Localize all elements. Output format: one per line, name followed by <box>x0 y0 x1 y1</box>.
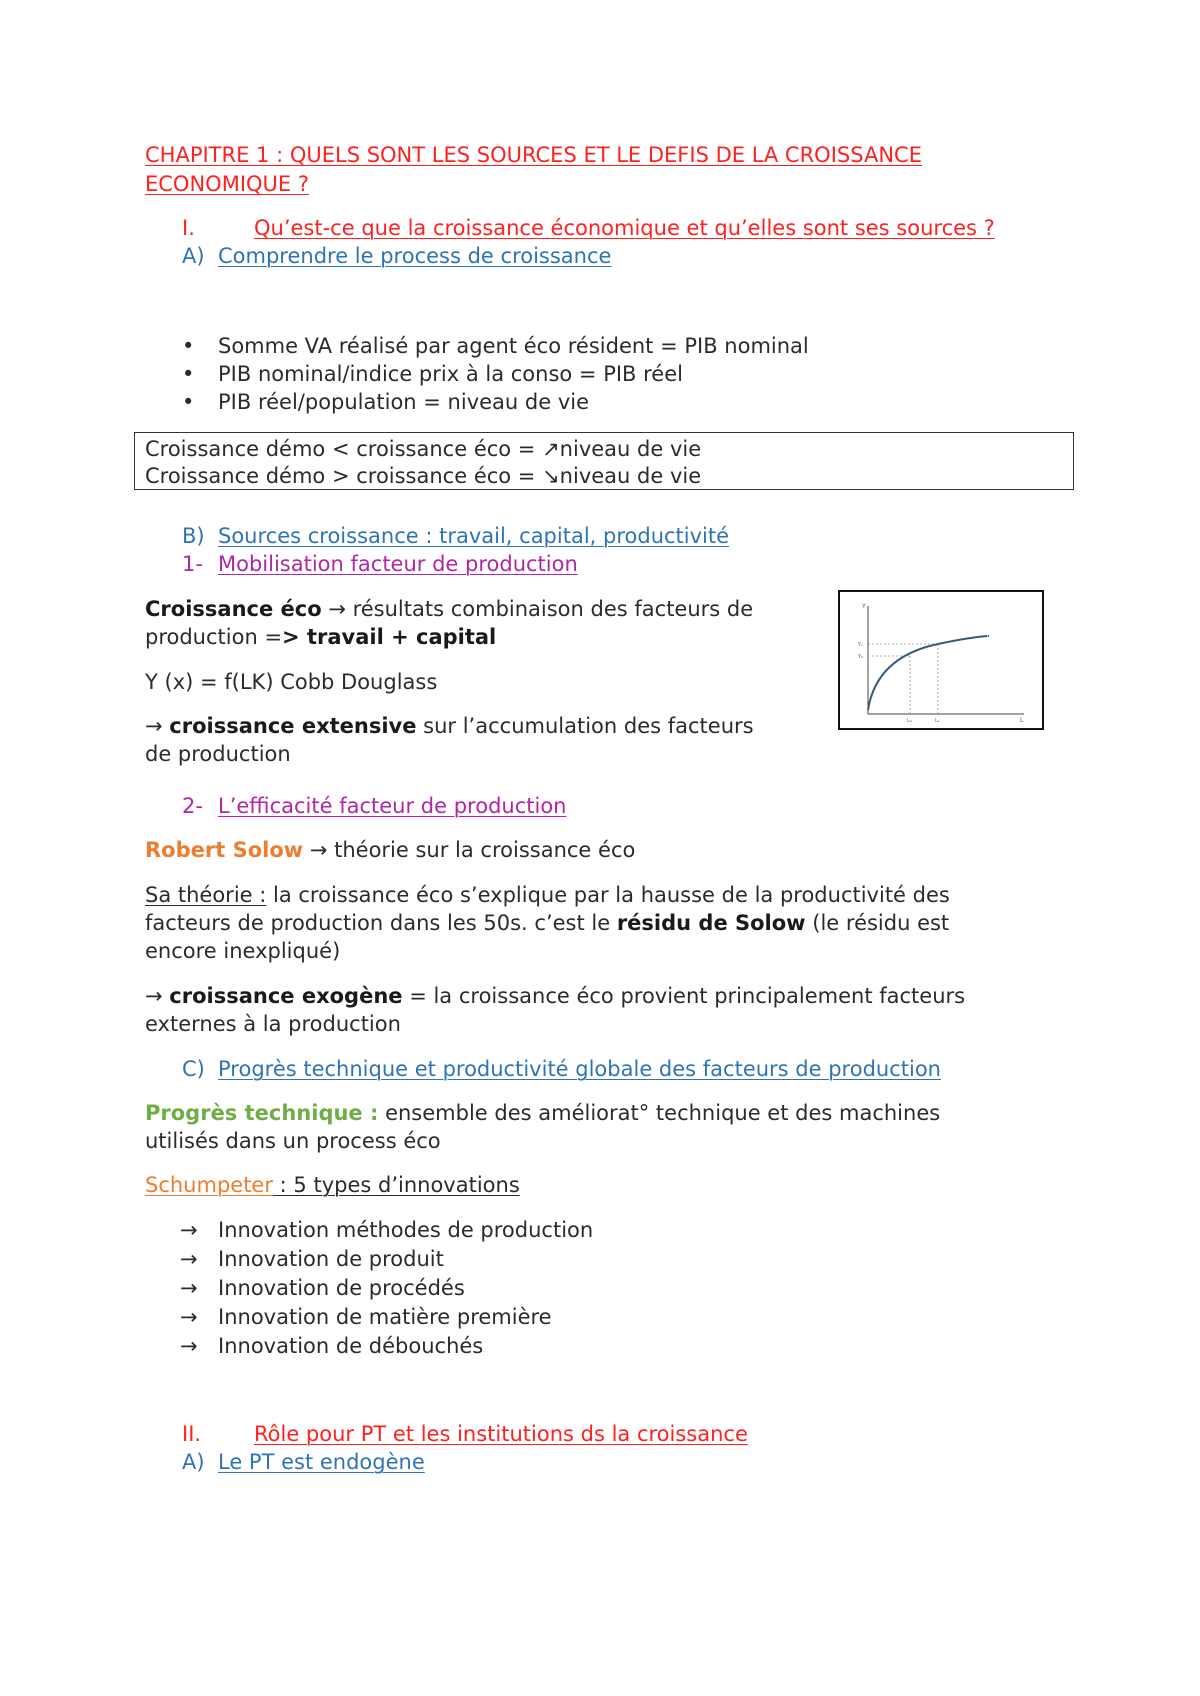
text: facteurs de production dans les 50s. c’est le <box>145 911 617 935</box>
text: : 5 types d’innovations <box>273 1173 520 1197</box>
section-2-number: II. <box>182 1422 202 1446</box>
section-2-subsection-a-heading: Le PT est endogène <box>218 1450 425 1474</box>
list-item: Innovation méthodes de production <box>218 1218 594 1242</box>
arrow-glyph: → <box>145 714 170 738</box>
text: = la croissance éco provient principalement facteurs <box>402 984 966 1008</box>
paragraph-extensive-line2: de production <box>145 742 291 766</box>
bullet-glyph: • <box>182 334 195 358</box>
subsection-1-number: 1- <box>182 552 203 576</box>
subsection-c-heading: Progrès technique et productivité globale des facteurs de production <box>218 1057 941 1081</box>
arrow-glyph: → <box>180 1276 198 1300</box>
list-item: Innovation de débouchés <box>218 1334 484 1358</box>
arrow-glyph: → <box>145 984 170 1008</box>
arrow-glyph: → <box>180 1218 198 1242</box>
subsection-2-number: 2- <box>182 794 203 818</box>
subsection-a-heading: Comprendre le process de croissance <box>218 244 612 268</box>
list-item: Innovation de procédés <box>218 1276 465 1300</box>
x-axis-label: L <box>1020 717 1024 724</box>
list-item: Innovation de matière première <box>218 1305 552 1329</box>
growth-comparison-box <box>134 432 1074 490</box>
paragraph-growth-line1 <box>145 597 753 621</box>
box-line: Croissance démo > croissance éco = ↘niveau de vie <box>145 464 702 488</box>
theory-label: Sa théorie : <box>145 883 267 907</box>
cobb-douglas-formula: Y (x) = f(LK) Cobb Douglass <box>145 670 438 694</box>
subsection-a-number: A) <box>182 244 205 268</box>
y-tick-label: Y₀ <box>858 654 864 660</box>
theory-line1 <box>145 883 950 907</box>
paragraph-growth-line2 <box>145 625 496 649</box>
chapter-title-line2: ECONOMIQUE ? <box>145 172 310 196</box>
exogenous-line2: externes à la production <box>145 1012 401 1036</box>
section-1-number: I. <box>182 216 195 240</box>
subsection-2-heading: L’efficacité facteur de production <box>218 794 567 818</box>
subsection-b-number: B) <box>182 524 205 548</box>
arrow-glyph: → <box>180 1334 198 1358</box>
text: → résultats combinaison des facteurs de <box>321 597 754 621</box>
bold-term: croissance extensive <box>169 714 417 738</box>
bold-term: croissance exogène <box>169 984 403 1008</box>
schumpeter-name: Schumpeter <box>145 1173 273 1197</box>
bold-term: Croissance éco <box>145 597 322 621</box>
chapter-title-line1: CHAPITRE 1 : QUELS SONT LES SOURCES ET LE DEFIS DE LA CROISSANCE <box>145 143 922 167</box>
text: la croissance éco s’explique par la hausse de la productivité des <box>266 883 950 907</box>
y-tick-label: Y₁ <box>858 642 864 648</box>
section-2-subsection-a-number: A) <box>182 1450 205 1474</box>
x-tick-label: L₀ <box>907 718 912 724</box>
progress-definition-line2: utilisés dans un process éco <box>145 1129 441 1153</box>
subsection-b-heading: Sources croissance : travail, capital, productivité <box>218 524 730 548</box>
section-1-heading: Qu’est-ce que la croissance économique et qu’elles sont ses sources ? <box>254 216 995 240</box>
theory-line2 <box>145 911 949 935</box>
production-curve <box>868 636 988 710</box>
text: ensemble des améliorat° technique et des machines <box>378 1101 941 1125</box>
text: production = <box>145 625 283 649</box>
text: → théorie sur la croissance éco <box>303 838 636 862</box>
box-line: Croissance démo < croissance éco = ↗niveau de vie <box>145 437 702 461</box>
text: sur l’accumulation des facteurs <box>416 714 754 738</box>
list-item: PIB réel/population = niveau de vie <box>218 390 590 414</box>
schumpeter-line <box>145 1173 520 1197</box>
progress-term: Progrès technique : <box>145 1101 379 1125</box>
subsection-c-number: C) <box>182 1057 205 1081</box>
list-item: Somme VA réalisé par agent éco résident = PIB nominal <box>218 334 809 358</box>
arrow-glyph: → <box>180 1247 198 1271</box>
bold-term: > travail + capital <box>282 625 497 649</box>
subsection-1-heading: Mobilisation facteur de production <box>218 552 578 576</box>
list-item: Innovation de produit <box>218 1247 444 1271</box>
theory-line3: encore inexpliqué) <box>145 939 341 963</box>
solow-name: Robert Solow <box>145 838 304 862</box>
graph-svg <box>840 592 1042 728</box>
production-function-graph <box>838 590 1044 730</box>
x-tick-label: L₁ <box>935 718 940 724</box>
solow-line <box>145 838 635 862</box>
section-2-heading: Rôle pour PT et les institutions ds la croissance <box>254 1422 748 1446</box>
progress-definition-line1 <box>145 1101 940 1125</box>
paragraph-extensive-line1 <box>145 714 754 738</box>
bullet-glyph: • <box>182 390 195 414</box>
exogenous-line1 <box>145 984 965 1008</box>
list-item: PIB nominal/indice prix à la conso = PIB réel <box>218 362 683 386</box>
bullet-glyph: • <box>182 362 195 386</box>
y-axis-label: Y <box>862 603 866 610</box>
arrow-glyph: → <box>180 1305 198 1329</box>
text: (le résidu est <box>805 911 950 935</box>
bold-term: résidu de Solow <box>616 911 806 935</box>
